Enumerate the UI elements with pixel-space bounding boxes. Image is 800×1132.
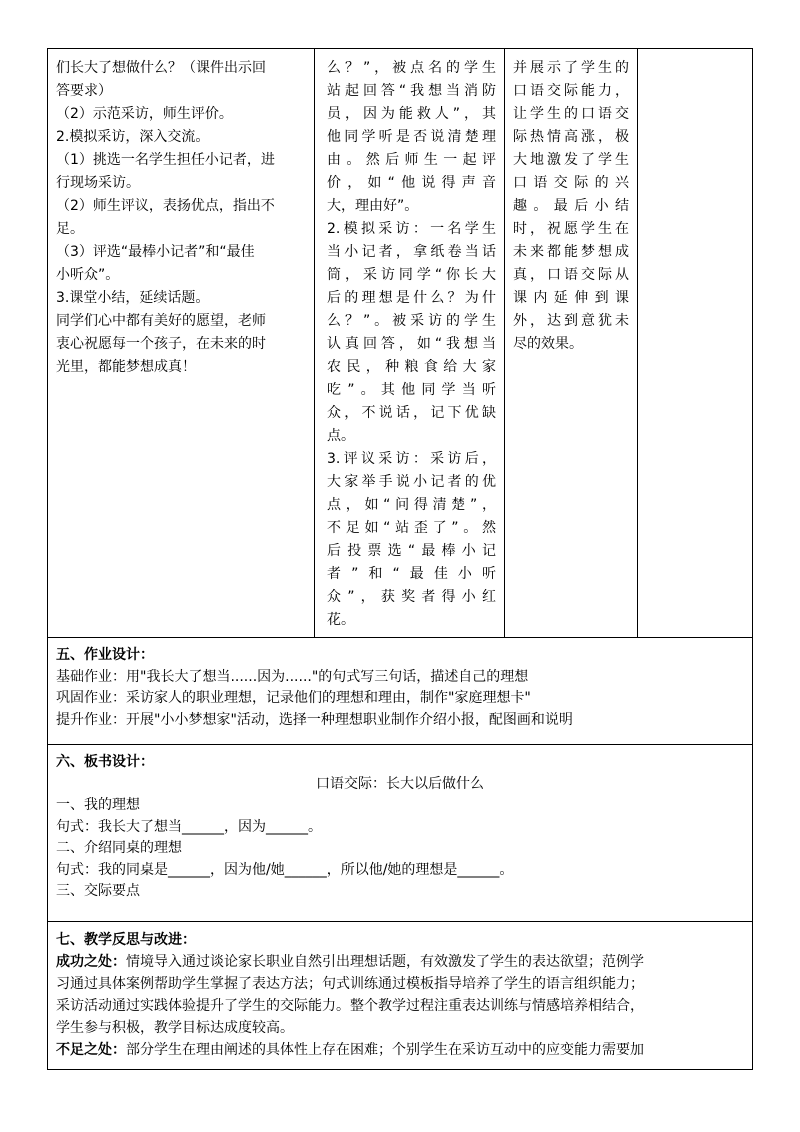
homework-section <box>48 638 752 745</box>
intent-line: 让学生的口语交 <box>513 106 629 122</box>
board-title: 口语交际：长大以后做什么 <box>316 775 484 792</box>
board-item: 二、介绍同桌的理想 <box>56 840 182 856</box>
student-line: 大家举手说小记者的优 <box>327 474 496 490</box>
student-line: 么？”。被采访的学生 <box>327 313 496 329</box>
empty-cell <box>638 49 754 637</box>
intent-line: 课内延伸到课 <box>513 290 629 306</box>
student-line: 当小记者，拿纸卷当话 <box>327 244 496 260</box>
teacher-line: 2.模拟采访，深入交流。 <box>56 129 210 145</box>
lesson-plan-table <box>47 48 753 1070</box>
board-heading: 六、板书设计： <box>56 754 154 770</box>
teacher-line: 答要求） <box>56 83 112 99</box>
reflection-line <box>56 951 744 973</box>
student-line: 吃”。其他同学当听 <box>327 382 496 398</box>
homework-heading: 五、作业设计： <box>56 647 154 663</box>
homework-extend: 提升作业：开展"小小梦想家"活动，选择一种理想职业制作介绍小报，配图画和说明 <box>56 711 573 728</box>
student-line: 价，如“他说得声音 <box>327 175 496 191</box>
reflection-line: 采访活动通过实践体验提升了学生的交际能力。整个教学过程注重表达训练与情感培养相结合， <box>56 998 644 1014</box>
student-line: 筒，采访同学“你长大 <box>327 267 496 283</box>
board-item: 三、交际要点 <box>56 883 140 899</box>
intent-line: 真，口语交际从 <box>513 267 629 283</box>
student-line: 众，不说话，记下优缺 <box>327 405 496 421</box>
student-line: 者”和“最佳小听 <box>327 566 496 582</box>
intent-line: 未来都能梦想成 <box>513 244 629 260</box>
student-activity-cell <box>315 49 505 637</box>
student-line: 么？”，被点名的学生 <box>327 60 496 76</box>
teacher-line: （1）挑选一名学生担任小记者，进 <box>56 152 275 168</box>
board-item: 句式：我长大了想当______，因为______。 <box>56 818 322 835</box>
intent-line: 尽的效果。 <box>513 336 583 352</box>
student-line: 众”，获奖者得小红 <box>327 589 496 605</box>
student-line: 点。 <box>327 428 355 444</box>
teacher-activity-cell <box>48 49 315 637</box>
homework-consolidate: 巩固作业：采访家人的职业理想，记录他们的理想和理由，制作"家庭理想卡" <box>56 690 531 706</box>
teacher-line: 光里，都能梦想成真！ <box>56 359 196 375</box>
homework-basic: 基础作业：用"我长大了想当......因为......"的句式写三句话，描述自己的理想 <box>56 668 529 685</box>
success-text: 情境导入通过谈论家长职业自然引出理想话题，有效激发了学生的表达欲望；范例学 <box>126 954 644 970</box>
teacher-line: 同学们心中都有美好的愿望，老师 <box>56 313 266 329</box>
teacher-line: 行现场采访。 <box>56 175 140 191</box>
teacher-line: 衷心祝愿每一个孩子，在未来的时 <box>56 336 266 352</box>
board-item: 句式：我的同桌是______，因为他/她______，所以他/她的理想是______。 <box>56 861 514 878</box>
student-line: 他同学听是否说清楚理 <box>327 129 496 145</box>
intent-line: 趣。最后小结 <box>513 198 629 214</box>
student-line: 不足如“站歪了”。然 <box>327 520 496 536</box>
board-design-section <box>48 745 752 922</box>
intent-line: 外，达到意犹未 <box>513 313 629 329</box>
student-line: 大，理由好”。 <box>327 198 419 214</box>
reflection-line: 习通过具体案例帮助学生掌握了表达方法；句式训练通过模板指导培养了学生的语言组织能力； <box>56 976 644 992</box>
intent-line: 口语交际能力， <box>513 83 629 99</box>
student-line: 站起回答“我想当消防 <box>327 83 496 99</box>
teacher-line: （3）评选“最棒小记者”和“最佳 <box>56 244 255 260</box>
student-line: 农民，种粮食给大家 <box>327 359 496 375</box>
shortfall-text: 部分学生在理由阐述的具体性上存在困难；个别学生在采访互动中的应变能力需要加 <box>126 1042 644 1058</box>
success-label: 成功之处： <box>56 954 126 970</box>
student-line: 由。然后师生一起评 <box>327 152 496 168</box>
teacher-line: 足。 <box>56 221 84 237</box>
teacher-line: 小听众”。 <box>56 267 120 283</box>
teacher-line: 们长大了想做什么？（课件出示回 <box>56 60 266 76</box>
student-line: 点，如“问得清楚”， <box>327 497 496 513</box>
intent-line: 际热情高涨，极 <box>513 129 629 145</box>
teacher-line: （2）示范采访，师生评价。 <box>56 106 233 122</box>
student-line: 3.评议采访：采访后， <box>327 451 496 467</box>
intent-line: 大地激发了学生 <box>513 152 629 168</box>
teacher-line: 3.课堂小结，延续话题。 <box>56 290 210 306</box>
reflection-line: 学生参与积极，教学目标达成度较高。 <box>56 1020 294 1036</box>
intent-line: 口语交际的兴 <box>513 175 629 191</box>
student-line: 后的理想是什么？为什 <box>327 290 496 306</box>
teacher-line: （2）师生评议，表扬优点，指出不 <box>56 198 275 214</box>
student-line: 花。 <box>327 612 355 628</box>
reflection-heading: 七、教学反思与改进： <box>56 932 196 948</box>
shortfall-label: 不足之处： <box>56 1042 126 1058</box>
student-line: 员，因为能救人”，其 <box>327 106 496 122</box>
board-item: 一、我的理想 <box>56 797 140 813</box>
design-intent-cell <box>505 49 638 637</box>
student-line: 认真回答，如“我想当 <box>327 336 496 352</box>
teaching-process-row <box>48 49 752 638</box>
student-line: 后投票选“最棒小记 <box>327 543 496 559</box>
intent-line: 时，祝愿学生在 <box>513 221 629 237</box>
reflection-section <box>48 922 752 1070</box>
intent-line: 并展示了学生的 <box>513 60 629 76</box>
student-line: 2.模拟采访：一名学生 <box>327 221 496 237</box>
reflection-line <box>56 1039 744 1061</box>
